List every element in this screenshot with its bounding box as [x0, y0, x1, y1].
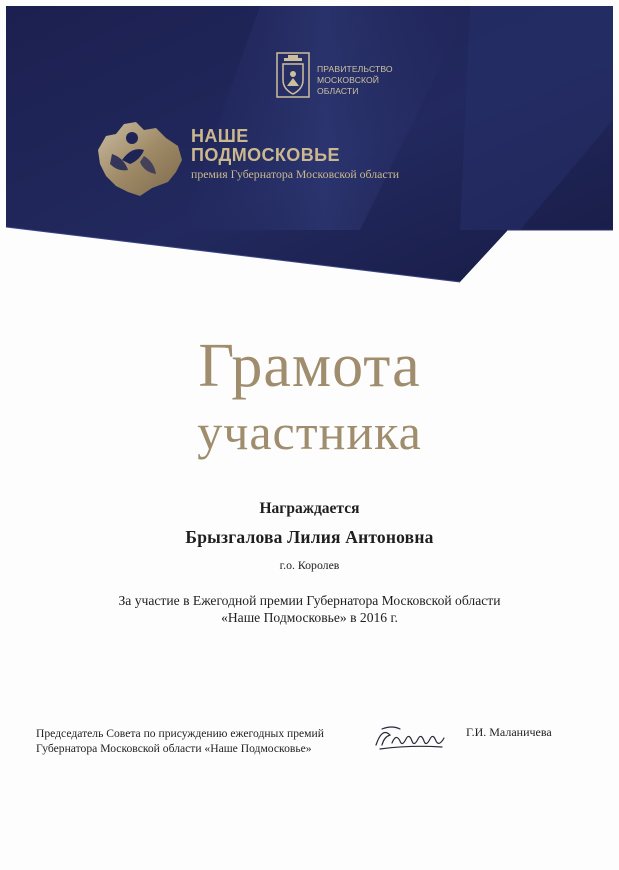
award-logo-title-line: ПОДМОСКОВЬЕ [191, 145, 340, 165]
award-logo-title [191, 127, 431, 165]
award-logo-title-line: НАШЕ [191, 126, 249, 146]
government-caption-line: МОСКОВСКОЙ [317, 75, 380, 85]
government-caption [317, 64, 393, 97]
awarded-label: Награждается [259, 500, 360, 517]
signer-name: Г.И. Маланичева [466, 725, 552, 739]
award-reason-line: За участие в Ежегодной премии Губернатора Московской области [118, 593, 501, 608]
document-title-line-2: участника [197, 404, 422, 460]
recipient-name: Брызгалова Лилия Антоновна [185, 527, 434, 547]
government-caption-line: ПРАВИТЕЛЬСТВО [317, 64, 393, 74]
government-caption-line: ОБЛАСТИ [317, 86, 359, 96]
chairman-title [36, 726, 376, 756]
award-logo-text [191, 127, 431, 182]
award-reason-line: «Наше Подмосковье» в 2016 г. [221, 610, 398, 625]
chairman-title-line: Председатель Совета по присуждению ежегодных премий [36, 727, 324, 740]
handwritten-signature [372, 723, 464, 753]
moscow-region-map-logo-icon [92, 116, 186, 200]
award-reason [0, 592, 619, 626]
chairman-title-line: Губернатора Московской области «Наше Подмосковье» [36, 742, 312, 755]
document-title-line-1: Грамота [198, 332, 421, 400]
recipient-city: г.о. Королев [279, 558, 340, 572]
coat-of-arms-icon [276, 52, 310, 98]
government-emblem-block [276, 52, 416, 100]
award-logo-subtitle: премия Губернатора Московской области [191, 167, 400, 181]
